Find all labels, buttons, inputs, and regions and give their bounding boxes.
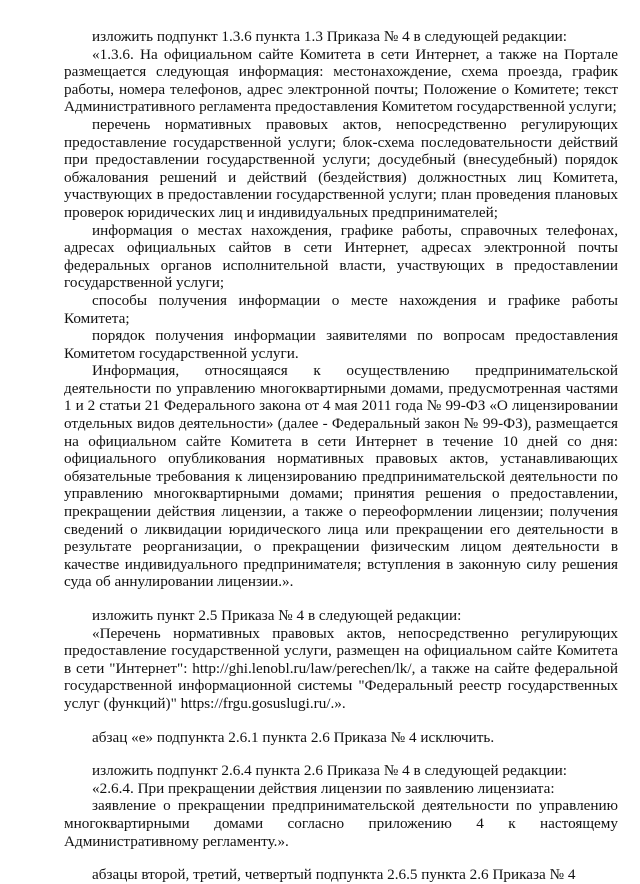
paragraph-exclude-2-6-1: абзац «е» подпункта 2.6.1 пункта 2.6 Приказа № 4 исключить.	[92, 728, 495, 746]
paragraph-termination-application: заявление о прекращении предпринимательской деятельности по управлению многоквартирными домами согласно приложению 4 к настоящему Административному регламенту.».	[64, 797, 618, 850]
paragraph-amend-1-3-6: изложить подпункт 1.3.6 пункта 1.3 Приказа № 4 в следующей редакции:	[92, 28, 567, 45]
paragraph-2-5-text: «Перечень нормативных правовых актов, непосредственно регулирующих предоставление государственной услуги, размещен на официальном сайте Комитета в сети "Интернет": http://ghi.lenobl.ru/law/perechen/lk/, а также на сайте федеральной государственной информационной системы "Федеральный реестр государственных услуг (функций)" https://frgu.gosuslugi.ru/.».	[64, 624, 618, 712]
paragraph-2-6-5-paragraphs: абзацы второй, третий, четвертый подпункта 2.6.5 пункта 2.6 Приказа № 4	[92, 866, 576, 884]
paragraph-legal-acts-list: перечень нормативных правовых актов, непосредственно регулирующих предоставление государственной услуги; блок-схема последовательности действий при предоставлении государственной услуги; досудебный (внесудебный) порядок обжалования решений и действий (бездействия) должностных лиц Комитета, участвующих в предоставлении государственной услуги; план проведения плановых проверок юридических лиц и индивидуальных предпринимателей;	[64, 115, 618, 221]
paragraph-license-info: Информация, относящаяся к осуществлению предпринимательской деятельности по управлению многоквартирными домами, предусмотренная частями 1 и 2 статьи 21 Федерального закона от 4 мая 2011 года № 99-ФЗ «О лицензировании отдельных видов деятельности» (далее - Федеральный закон № 99-ФЗ), размещается на официальном сайте Комитета в сети Интернет в течение 10 дней со дня: официального опубликования нормативных правовых актов, устанавливающих обязательные требования к лицензированию предпринимательской деятельности по управлению многоквартирными домами; принятия решения о предоставлении, прекращении действия лицензии, а также о переоформлении лицензии; получения сведений о ликвидации юридического лица или прекращении его деятельности в результате реорганизации, о прекращении физическим лицом деятельности в качестве индивидуального предпринимателя; вступления в законную силу решения суда об аннулировании лицензии.».	[64, 362, 618, 591]
paragraph-amend-2-5: изложить пункт 2.5 Приказа № 4 в следующей редакции:	[92, 607, 462, 624]
paragraph-2-6-4-text: «2.6.4. При прекращении действия лицензии по заявлению лицензиата:	[92, 779, 555, 797]
paragraph-amend-2-6-4: изложить подпункт 2.6.4 пункта 2.6 Приказа № 4 в следующей редакции:	[92, 762, 567, 780]
paragraph-info-procedure: порядок получения информации заявителями по вопросам предоставления Комитетом государственной услуги.	[64, 327, 618, 362]
paragraph-federal-bodies-info: информация о местах нахождения, графике работы, справочных телефонах, адресах официальных сайтов в сети Интернет, адресах электронной почты федеральных органов исполнительной власти, участвующих в предоставлении государственной услуги;	[64, 221, 618, 292]
paragraph-1-3-6-text: «1.3.6. На официальном сайте Комитета в сети Интернет, а также на Портале размещается следующая информация: местонахождение, схема проезда, график работы, номера телефонов, адрес электронной почты; Положение о Комитете; текст Административного регламента предоставления Комитетом государственной услуги;	[64, 45, 618, 116]
paragraph-info-methods: способы получения информации о месте нахождения и графике работы Комитета;	[64, 291, 618, 327]
